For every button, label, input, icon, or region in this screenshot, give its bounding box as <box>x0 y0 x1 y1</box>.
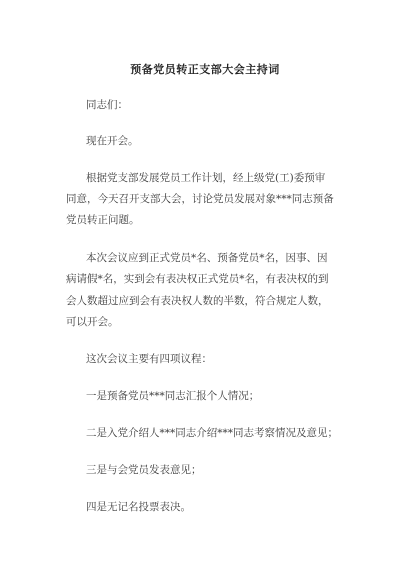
paragraph-line: 可以开会。 <box>66 316 119 328</box>
document-title: 预备党员转正支部大会主持词 <box>130 63 280 76</box>
paragraph-line: 二是入党介绍人***同志介绍***同志考察情况及意见； <box>86 427 338 439</box>
paragraph-line: 根据党支部发展党员工作计划，经上级党(工)委预审 <box>86 172 326 184</box>
paragraph-line: 同志们： <box>86 99 128 111</box>
paragraph-line: 这次会议主要有四项议程： <box>86 353 212 365</box>
paragraph-line: 一是预备党员***同志汇报个人情况； <box>86 390 260 402</box>
paragraph-line: 党员转正问题。 <box>66 214 140 226</box>
paragraph-line: 病请假*名，实到会有表决权正式党员*名，有表决权的到 <box>66 273 329 285</box>
paragraph-line: 现在开会。 <box>86 135 139 147</box>
paragraph-line: 三是与会党员发表意见； <box>86 464 202 476</box>
paragraph-line: 四是无记名投票表决。 <box>86 501 191 513</box>
paragraph-line: 会人数超过应到会有表决权人数的半数，符合规定人数， <box>66 295 329 307</box>
paragraph-line: 同意，今天召开支部大会，讨论党员发展对象***同志预备 <box>66 193 334 205</box>
paragraph-line: 本次会议应到正式党员*名、预备党员*名，因事、因 <box>86 252 328 264</box>
